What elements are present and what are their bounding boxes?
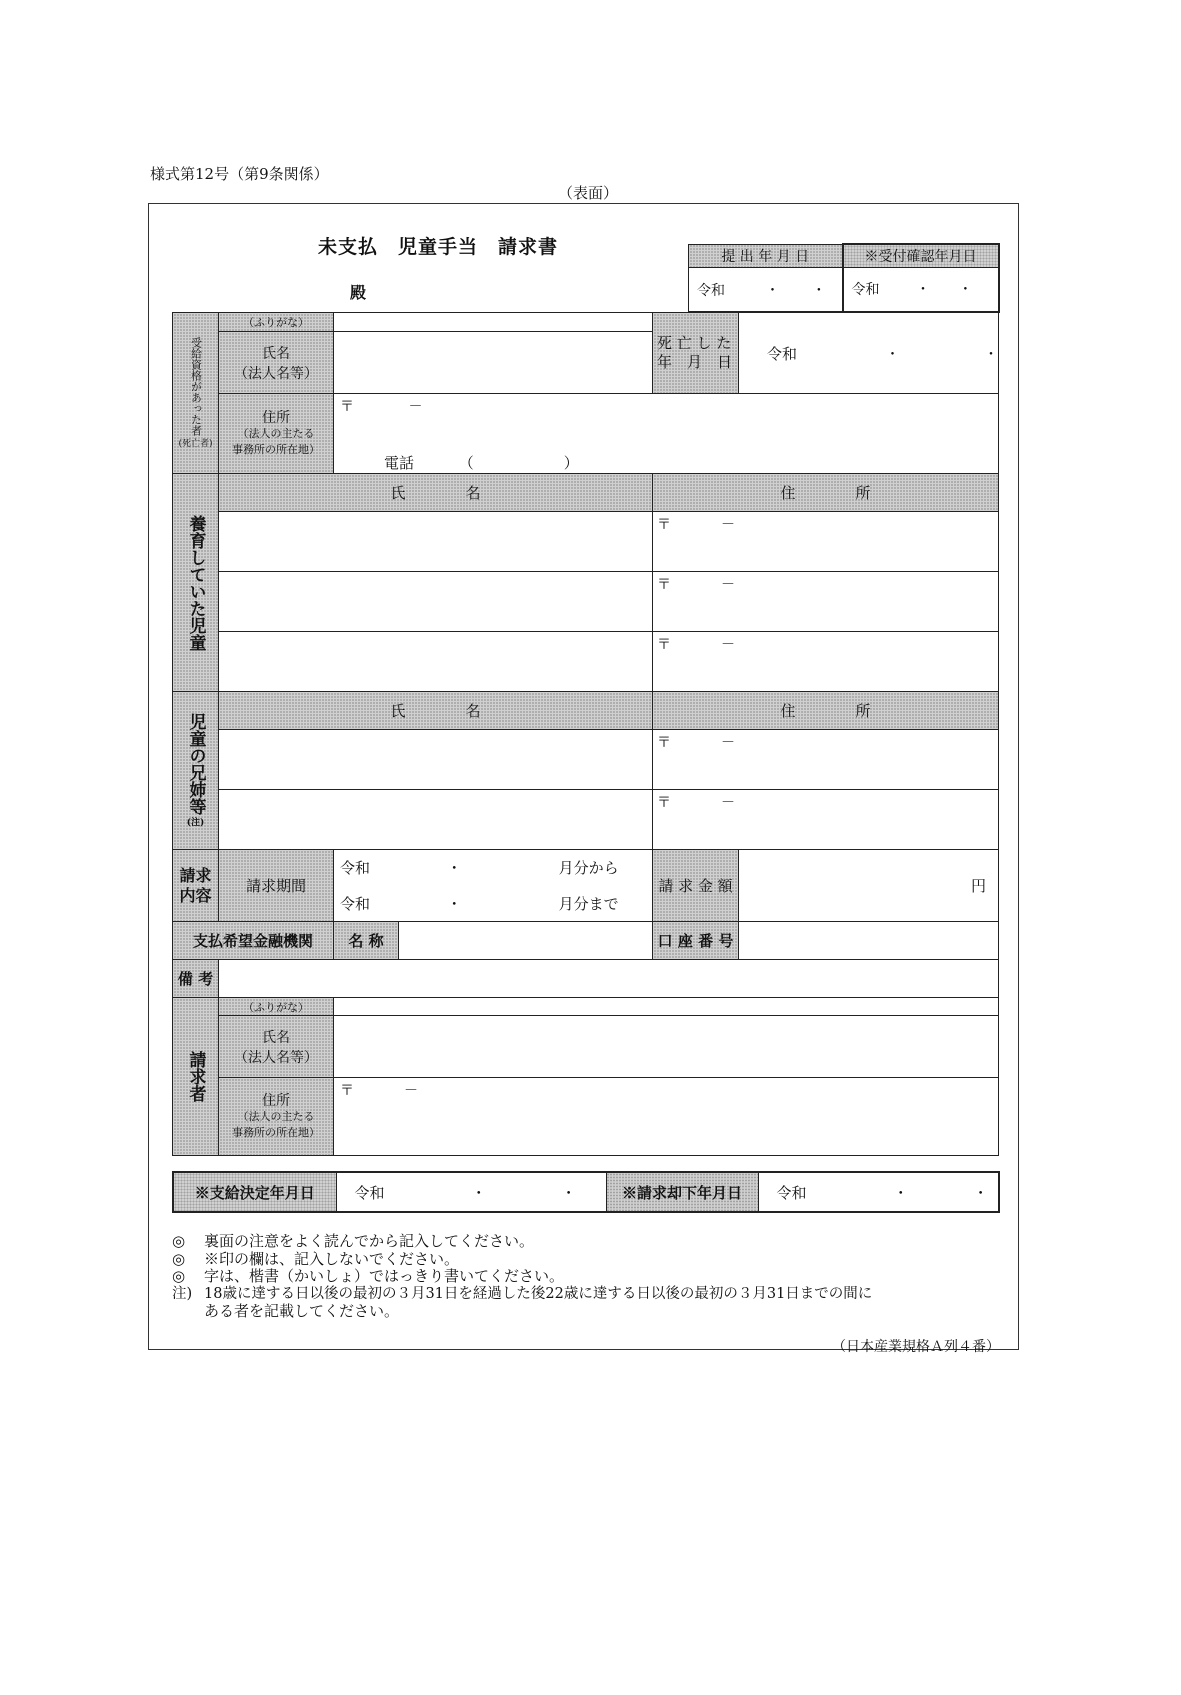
bank-name-label: 名 称 bbox=[334, 922, 399, 960]
submission-date-label: 提 出 年 月 日 bbox=[689, 244, 843, 268]
claim-amount-field[interactable] bbox=[739, 850, 999, 922]
child-address-field-3[interactable]: 〒 － bbox=[653, 632, 999, 692]
paper-size-note: （日本産業規格Ａ列４番） bbox=[832, 1339, 1000, 1355]
claim-period-from[interactable]: 令和 ・ 月分から bbox=[334, 850, 653, 886]
note-line: ◎ 裏面の注意をよく読んでから記入してください。 bbox=[172, 1232, 535, 1250]
account-number-label: 口 座 番 号 bbox=[653, 922, 739, 960]
note-line: ◎ ※印の欄は、記入しないでください。 bbox=[172, 1249, 460, 1268]
bank-name-field[interactable] bbox=[399, 922, 653, 960]
deceased-address-field[interactable]: 〒 － 電話 （ ） bbox=[334, 394, 999, 474]
main-form-table bbox=[172, 312, 999, 1156]
siblings-address-header: 住 所 bbox=[653, 692, 999, 730]
children-address-header: 住 所 bbox=[653, 474, 999, 512]
child-name-field-1[interactable] bbox=[219, 512, 653, 572]
reception-date-label: ※受付確認年月日 bbox=[843, 244, 999, 268]
reception-date-field: 令和 ・ ・ bbox=[843, 268, 999, 312]
child-name-field-3[interactable] bbox=[219, 632, 653, 692]
child-address-field-2[interactable]: 〒 － bbox=[653, 572, 999, 632]
siblings-section-label: 児童の兄姉等 (注) bbox=[173, 692, 219, 850]
note-line: ◎ 字は、楷書（かいしょ）ではっきり書いてください。 bbox=[172, 1267, 565, 1285]
deceased-name-label: 氏名 （法人名等） bbox=[219, 332, 334, 394]
death-date-label: 死 亡 し た 年 月 日 bbox=[653, 313, 739, 394]
claimant-name-label: 氏名 （法人名等） bbox=[219, 1016, 334, 1078]
siblings-name-header: 氏 名 bbox=[219, 692, 653, 730]
claimant-address-field[interactable]: 〒 － bbox=[334, 1078, 999, 1156]
child-name-field-2[interactable] bbox=[219, 572, 653, 632]
addressee-label: 殿 bbox=[350, 283, 367, 302]
grant-date-label: ※支給決定年月日 bbox=[173, 1172, 336, 1212]
bank-label: 支払希望金融機関 bbox=[173, 922, 334, 960]
claimant-address-label: 住所 （法人の主たる 事務所の所在地） bbox=[219, 1078, 334, 1156]
note-line: 注) 18歳に達する日以後の最初の３月31日を経過した後22歳に達する日以後の最初の３月31日までの間に bbox=[172, 1285, 873, 1302]
postal-mark: 〒 bbox=[340, 399, 354, 415]
front-side-label: （表面） bbox=[558, 184, 619, 202]
deceased-section-label: 受給資格があった者 (死亡者) bbox=[173, 313, 219, 474]
deceased-address-label: 住所 （法人の主たる 事務所の所在地） bbox=[219, 394, 334, 474]
remarks-field[interactable] bbox=[219, 960, 999, 998]
reject-date-label: ※請求却下年月日 bbox=[606, 1172, 758, 1212]
sibling-address-field-2[interactable]: 〒 － bbox=[653, 790, 999, 850]
remarks-label: 備 考 bbox=[173, 960, 219, 998]
form-number: 様式第12号（第9条関係） bbox=[150, 165, 329, 183]
decision-table bbox=[172, 1171, 1000, 1213]
date-box bbox=[688, 243, 1000, 313]
deceased-furigana-field[interactable] bbox=[334, 313, 653, 332]
deceased-name-field[interactable] bbox=[334, 332, 653, 394]
yen-label: 円 bbox=[971, 877, 987, 895]
submission-date-field[interactable]: 令和 ・ ・ bbox=[689, 268, 843, 312]
phone-label: 電話 bbox=[384, 454, 415, 472]
children-name-header: 氏 名 bbox=[219, 474, 653, 512]
form-title: 未支払 児童手当 請求書 bbox=[318, 236, 559, 258]
claimant-name-field[interactable] bbox=[334, 1016, 999, 1078]
claim-period-label: 請求期間 bbox=[219, 850, 334, 922]
death-date-field[interactable]: 令和 ・ ・ bbox=[739, 313, 999, 394]
deceased-furigana-label: （ふりがな） bbox=[219, 313, 334, 332]
child-address-field-1[interactable]: 〒 － bbox=[653, 512, 999, 572]
claim-amount-label: 請 求 金 額 bbox=[653, 850, 739, 922]
claimant-furigana-label: （ふりがな） bbox=[219, 998, 334, 1016]
grant-date-field: 令和 ・ ・ bbox=[336, 1172, 606, 1212]
sibling-address-field-1[interactable]: 〒 － bbox=[653, 730, 999, 790]
claim-section-label: 請求内容 bbox=[173, 850, 219, 922]
claim-period-to[interactable]: 令和 ・ 月分まで bbox=[334, 886, 653, 922]
claimant-section-label: 請求者 bbox=[173, 998, 219, 1156]
children-section-label: 養育していた児童 bbox=[173, 474, 219, 692]
sibling-name-field-1[interactable] bbox=[219, 730, 653, 790]
reject-date-field: 令和 ・ ・ bbox=[758, 1172, 999, 1212]
claimant-furigana-field[interactable] bbox=[334, 998, 999, 1016]
notes bbox=[172, 1233, 1002, 1321]
account-number-field[interactable] bbox=[739, 922, 999, 960]
note-line: ある者を記載してください。 bbox=[204, 1302, 400, 1320]
sibling-name-field-2[interactable] bbox=[219, 790, 653, 850]
